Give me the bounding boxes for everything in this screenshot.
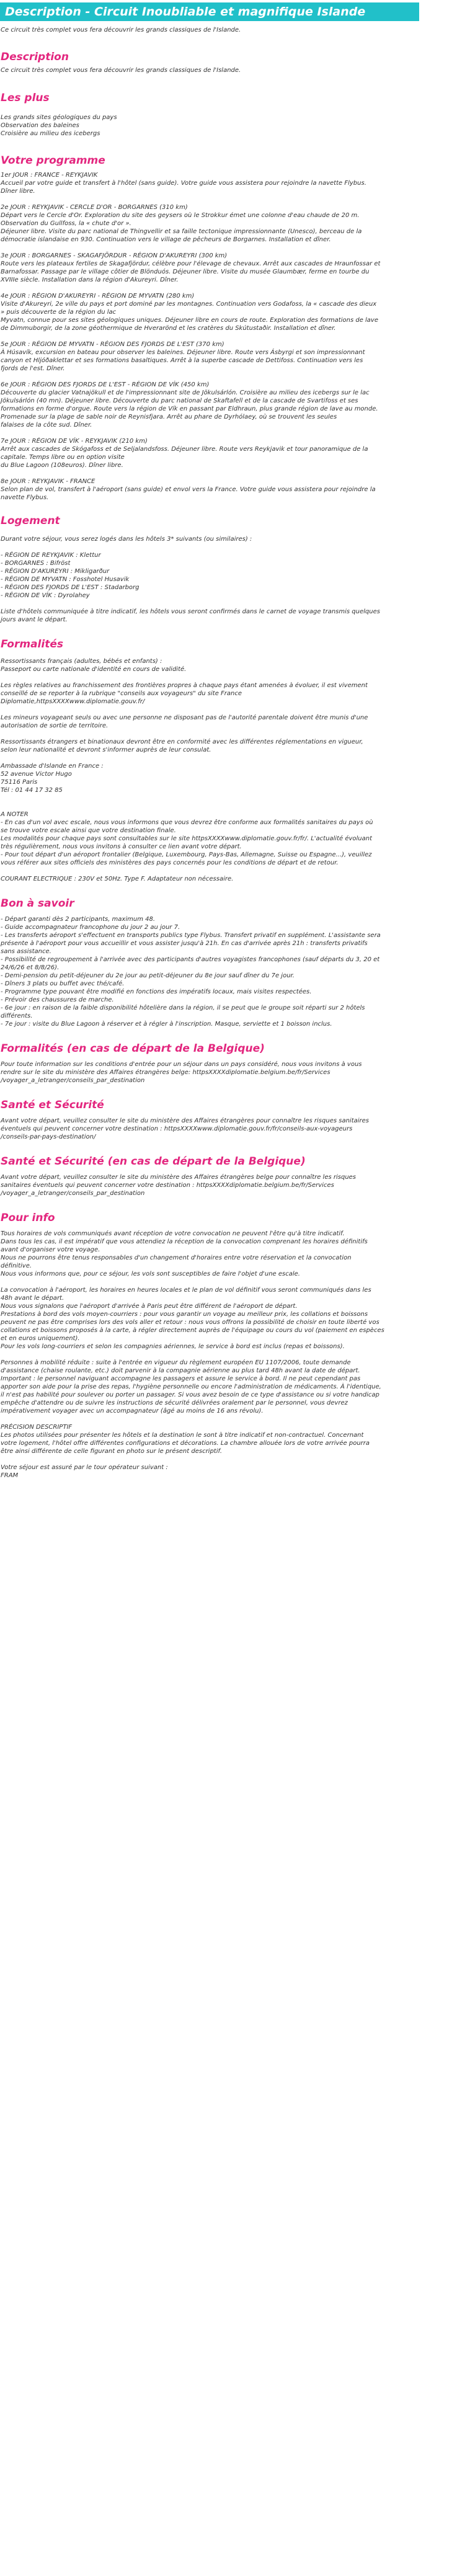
page: [0, 2, 470, 1480]
section-formalites-title: Formalités: [1, 638, 63, 651]
programme-day-6: 6e JOUR : RÉGION DES FJORDS DE L'EST - RÉGION DE VÍK (450 km) Découverte du glacier Vatnajökull et de l'impressionnant site de Jökulsárlón. Croisière au milieu des icebergs sur le lac Jökulsárlón (40 mn). Déjeuner libre. Découverte du parc national de Skaftafell et de la cascade de Svartifoss et ses formations en forme d'orgue. Route vers la région de Vík en passant par Eldhraun, plus grande région de lave au monde. Promenade sur la plage de sable noir de Reynisfjara. Arrêt au phare de Dyrhólaey, où se trouvent les seules falaises de la côte sud. Dîner.: [1, 381, 378, 429]
section-pour-info-text: Tous horaires de vols communiqués avant réception de votre convocation ne peuvent l'être qu'à titre indicatif. Dans tous les cas, il est impératif que vous attendiez la réception de la convocation comprenant les horaires définitifs avant d'organiser votre voyage. Nous ne pourrons être tenus responsables d'un changement d'horaires entre votre réservation et la convocation définitive. Nous vous informons que, pour ce séjour, les vols sont susceptibles de faire l'objet d'une escale. La convocation à l'aéroport, les horaires en heures locales et le plan de vol définitif vous seront communiqués dans les 48h avant le départ. Nous vous signalons que l'aéroport d'arrivée à Paris peut être différent de l'aéroport de départ. Prestations à bord des vols moyen-courriers : pour vous garantir un voyage au meilleur prix, les collations et boissons peuvent ne pas être comprises lors des vols aller et retour : nous vous offrons la possibilité de choisir en toute liberté vos collations et boissons proposés à la carte, à régler directement auprès de l'équipage ou cours du vol (paiement en espèces et en euros uniquement). Pour les vols long-courriers et selon les compagnies aériennes, le service à bord est inclus (repas et boissons). Personnes à mobilité réduite : suite à l'entrée en vigueur du règlement européen EU 1107/2006, toute demande d'assistance (chaise roulante, etc.) doit parvenir à la compagnie aérienne au plus tard 48h avant la date de départ. Important : le personnel naviguant accompagne les passagers et assure le service à bord. Il ne peut cependant pas apporter son aide pour la prise des repas, l'hygiène personnelle ou encore l'administration de médicaments. À l'identique, il n'est pas habilité pour soulever ou porter un passager. Si vous avez besoin de ce type d'assistance ou si votre handicap empêche d'attendre ou de suivre les instructions de sécurité délivrées oralement par le personnel, vous devrez impérativement voyager avec un accompagnateur (âgé au moins de 16 ans révolu). PRÉCISION DESCRIPTIF Les photos utilisées pour présenter les hôtels et la destination le sont à titre indicatif et non-contractuel. Concernant votre logement, l'hôtel offre différentes configurations et décorations. La chambre allouée lors de votre arrivée pourra être ainsi différente de celle figurant en photo sur le présent descriptif. Votre séjour est assuré par le tour opérateur suivant : FRAM: [1, 1230, 384, 1479]
section-description: [1, 50, 470, 74]
section-sante-title: Santé et Sécurité: [1, 1099, 104, 1111]
section-bon-a-savoir: [1, 897, 470, 1028]
section-sante-belgique-text: Avant votre départ, veuillez consulter le site du ministère des Affaires étrangères belge pour connaître les risques sanitaires éventuels qui peuvent concerner votre destination : httpsXXXXdiplomatie.belgium.be/fr/Services /voyager_a_letranger/conseils_par_destination: [1, 1174, 357, 1197]
section-logement: [1, 514, 470, 624]
section-bon-a-savoir-title: Bon à savoir: [1, 897, 74, 910]
section-logement-text: Durant votre séjour, vous serez logés dans les hôtels 3* suivants (ou similaires) : - RÉGION DE REYKJAVIK : Klettur - BORGARNES : Bifröst - RÉGION D'AKUREYRI : Mikligarður - RÉGION DE MYVATN : Fosshotel Husavik - RÉGION DES FJORDS DE L'EST : Stadarborg - RÉGION DE VÍK : Dyrolahey Liste d'hôtels communiquée à titre indicatif, les hôtels vous seront confirmés dans le carnet de voyage transmis quelques jours avant le départ.: [1, 536, 380, 623]
section-les-plus: [1, 91, 470, 138]
programme-day-8: 8e JOUR : REYKJAVIK - FRANCE Selon plan de vol, transfert à l'aéroport (sans guide) et envol vers la France. Votre guide vous assistera pour rejoindre la navette Flybus.: [1, 478, 376, 501]
section-les-plus-text: Les grands sites géologiques du pays Observation des baleines Croisière au milieu des icebergs: [1, 114, 117, 137]
programme-day-7: 7e JOUR : RÉGION DE VÍK - REYKJAVIK (210 km) Arrêt aux cascades de Skógafoss et de Seljalandsfoss. Déjeuner libre. Route vers Reykjavik et tour panoramique de la capitale. Temps libre ou en option visite du Blue Lagoon (108euros). Dîner libre.: [1, 438, 368, 469]
programme-day-3: 3e JOUR : BORGARNES - SKAGAFJÖRDUR - RÉGION D'AKUREYRI (300 km) Route vers les plateaux fertiles de Skagafjördur, célèbre pour l'élevage de chevaux. Arrêt aux cascades de Hraunfossar et Barnafossar. Passage par le village côtier de Blönduós. Déjeuner libre. Visite du musée Glaumbær, ferme en tourbe du XVIIIe siècle. Installation dans la région d'Akureyri. Dîner.: [1, 252, 381, 283]
programme-day-4: 4e JOUR : RÉGION D'AKUREYRI - RÉGION DE MYVATN (280 km) Visite d'Akureyri, 2e ville du pays et port dominé par les montagnes. Continuation vers Godafoss, la « cascade des dieux » puis découverte de la région du lac Myvatn, connue pour ses sites géologiques uniques. Déjeuner libre en cours de route. Exploration des formations de lave de Dimmuborgir, de la zone géothermique de Hverarönd et les cratères du Skútustaðir. Installation et dîner.: [1, 293, 378, 332]
section-pour-info-title: Pour info: [1, 1212, 55, 1224]
section-description-title: Description: [1, 51, 69, 63]
programme-day-2: 2e JOUR : REYKJAVIK - CERCLE D'OR - BORGARNES (310 km) Départ vers le Cercle d'Or. Exploration du site des geysers où le Strokkur émet une colonne d'eau chaude de 20 m. Observation du Gullfoss, la « chute d'or ». Déjeuner libre. Visite du parc national de Thingvellir et sa faille tectonique impressionnante (Unesco), berceau de la démocratie islandaise en 930. Continuation vers le village de pêcheurs de Borgarnes. Installation et dîner.: [1, 204, 362, 243]
intro-text: Ce circuit très complet vous fera découvrir les grands classiques de l'Islande.: [1, 27, 241, 33]
section-description-text: Ce circuit très complet vous fera découvrir les grands classiques de l'Islande.: [1, 67, 241, 74]
section-pour-info: [1, 1211, 470, 1480]
section-sante-belgique: [1, 1155, 470, 1197]
section-programme: [1, 154, 470, 502]
section-sante-text: Avant votre départ, veuillez consulter le site du ministère des Affaires étrangères pour connaître les risques sanitaires éventuels qui peuvent concerner votre destination : httpsXXXXwww.diplomatie.gouv.fr/fr/conseils-aux-voyageurs /conseils-par-pays-destination/: [1, 1117, 369, 1140]
section-logement-title: Logement: [1, 515, 60, 527]
content: [0, 26, 470, 1480]
section-bon-a-savoir-text: - Départ garanti dès 2 participants, maximum 48. - Guide accompagnateur francophone du jour 2 au jour 7. - Les transferts aéroport s'effectuent en transports publics type Flybus. Transfert privatif en supplément. L'assistante sera présente à l'aéroport pour vous accueillir et vous assister jusqu'à 21h. En cas d'arrivée après 21h : transferts privatifs sans assistance. - Possibilité de regroupement à l'arrivée avec des participants d'autres voyagistes francophones (sauf départs du 3, 20 et 24/6/26 et 8/8/26). - Demi-pension du petit-déjeuner du 2e jour au petit-déjeuner du 8e jour sauf dîner du 7e jour. - Dîners 3 plats ou buffet avec thé/café. - Programme type pouvant être modifié en fonctions des impératifs locaux, mais visites respectées. - Prévoir des chaussures de marche. - 6e jour : en raison de la faible disponibilité hôtelière dans la région, il se peut que le groupe soit réparti sur 2 hôtels différents. - 7e jour : visite du Blue Lagoon à réserver et à régler à l'inscription. Masque, serviette et 1 boisson inclus.: [1, 916, 381, 1028]
section-formalites-text: Ressortissants français (adultes, bébés et enfants) : Passeport ou carte nationale d'identité en cours de validité. Les règles relatives au franchissement des frontières propres à chaque pays étant amenées à évoluer, il est vivement conseillé de se reporter à la rubrique "conseils aux voyageurs" du site France Diplomatie,httpsXXXXwww.diplomatie.gouv.fr/ Les mineurs voyageant seuls ou avec une personne ne disposant pas de l'autorité parentale doivent être munis d'une autorisation de sortie de territoire. Ressortissants étrangers et binationaux devront être en conformité avec les différentes réglementations en vigueur, selon leur nationalité et devront s'informer auprès de leur consulat. Ambassade d'Islande en France : 52 avenue Victor Hugo 75116 Paris Tél : 01 44 17 32 85 A NOTER - En cas d'un vol avec escale, nous vous informons que vous devrez être conforme aux formalités sanitaires du pays où se trouve votre escale ainsi que votre destination finale. Les modalités pour chaque pays sont consultables sur le site httpsXXXXwww.diplomatie.gouv.fr/fr/. L'actualité évoluant très régulièrement, nous vous invitons à consulter ce lien avant votre départ. - Pour tout départ d'un aéroport frontalier (Belgique, Luxembourg, Pays-Bas, Allemagne, Suisse ou Espagne...), veuillez vous référer aux sites officiels des ministères des pays concernés pour les conditions de départ et de retour. COURANT ELECTRIQUE : 230V et 50Hz. Type F. Adaptateur non nécessaire.: [1, 658, 373, 882]
section-sante: [1, 1098, 470, 1141]
section-formalites-belgique: [1, 1042, 470, 1085]
programme-day-5: 5e JOUR : RÉGION DE MYVATN - RÉGION DES FJORDS DE L'EST (370 km) À Húsavík, excursion en bateau pour observer les baleines. Déjeuner libre. Route vers Ásbyrgi et son impressionnant canyon et Hljóðaklettar et ses formations basaltiques. Arrêt à la superbe cascade de Dettifoss. Continuation vers les fjords de l'est. Dîner.: [1, 341, 365, 372]
section-programme-title: Votre programme: [1, 154, 105, 167]
programme-day-1: 1er JOUR : FRANCE - REYKJAVIK Accueil par votre guide et transfert à l'hôtel (sans guide). Votre guide vous assistera pour rejoindre la navette Flybus. Dîner libre.: [1, 172, 366, 195]
section-formalites-belgique-text: Pour toute information sur les conditions d'entrée pour un séjour dans un pays considéré, nous vous invitons à vous rendre sur le site du ministère des Affaires étrangères belge: httpsXXXXdiplomatie.belgium.be/fr/Services /voyager_a_letranger/conseils_par_destination: [1, 1061, 362, 1084]
page-title: Description - Circuit Inoubliable et magnifique Islande: [0, 2, 419, 21]
section-les-plus-title: Les plus: [1, 92, 50, 104]
section-formalites-belgique-title: Formalités (en cas de départ de la Belgique): [1, 1042, 265, 1055]
section-sante-belgique-title: Santé et Sécurité (en cas de départ de la Belgique): [1, 1155, 306, 1168]
section-formalites: [1, 637, 470, 883]
